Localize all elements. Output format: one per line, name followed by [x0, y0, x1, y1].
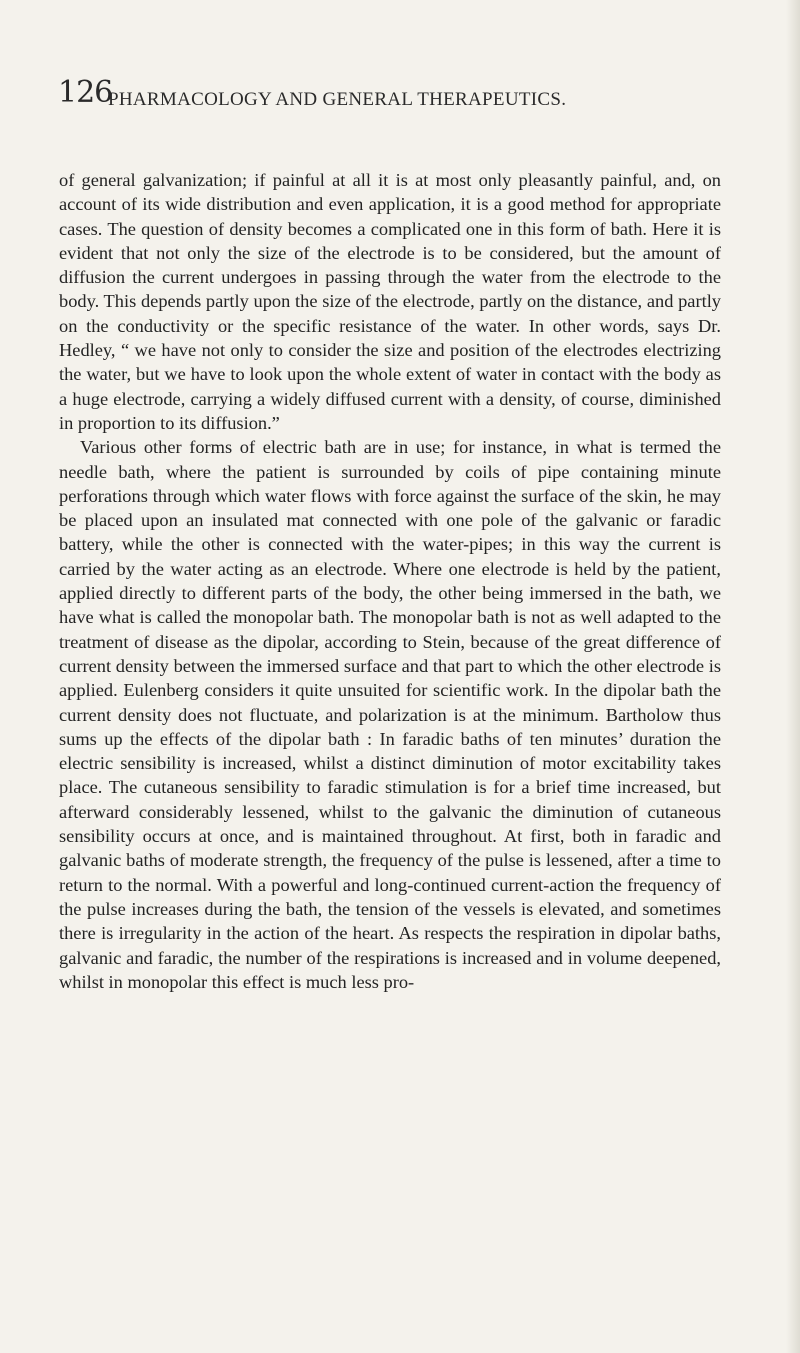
page-edge-shadow — [786, 0, 800, 1353]
page-header — [58, 76, 758, 116]
paragraph: Various other forms of electric bath are in use; for instance, in what is termed the needle bath, where the patient is surrounded by coils of pipe containing minute perforations through which water flows with force against the surface of the skin, he may be placed upon an insulated mat connected with one pole of the galvanic or faradic battery, while the other is connected with the water-pipes; in this way the current is carried by the water acting as an electrode. Where one electrode is held by the patient, applied directly to different parts of the body, the other being immersed in the bath, we have what is called the monopolar bath. The monopolar bath is not as well adapted to the treatment of disease as the dipolar, according to Stein, because of the great difference of current density between the immersed surface and that part to which the other electrode is applied. Eulenberg considers it quite unsuited for scientific work. In the dipolar bath the current density does not fluctuate, and polarization is at the minimum. Bartholow thus sums up the effects of the dipolar bath : In faradic baths of ten minutes’ duration the electric sensibility is increased, whilst a distinct diminution of motor excitability takes place. The cutaneous sensibility to faradic stimulation is for a brief time increased, but afterward considerably lessened, whilst to the galvanic the diminution of cutaneous sensibility occurs at once, and is maintained throughout. At first, both in faradic and galvanic baths of moderate strength, the frequency of the pulse is lessened, after a time to return to the normal. With a powerful and long-continued current-action the frequency of the pulse increases during the bath, the tension of the vessels is elevated, and sometimes there is irregularity in the action of the heart. As respects the respiration in dipolar baths, galvanic and faradic, the number of the respirations is increased and in volume deepened, whilst in monopolar this effect is much less pro- — [59, 437, 721, 992]
running-title: PHARMACOLOGY AND GENERAL THERAPEUTICS. — [108, 89, 567, 110]
page-number: 126 — [58, 75, 113, 110]
paragraph-continued: of general galvanization; if painful at all it is at most only pleasantly painful, and, on account of its wide distribution and even application, it is a good method for appropriate cases. The question of density becomes a complicated one in this form of bath. Here it is evident that not only the size of the electrode is to be considered, but the amount of diffusion the current undergoes in passing through the water from the electrode to the body. This depends partly upon the size of the electrode, partly on the distance, and partly on the conductivity or the specific resistance of the water. In other words, says Dr. Hedley, “ we have not only to consider the size and position of the electrodes electrizing the water, but we have to look upon the whole extent of water in contact with the body as a huge electrode, carrying a widely diffused current with a density, of course, diminished in proportion to its diffusion.” — [59, 170, 721, 433]
body-text — [59, 168, 721, 994]
